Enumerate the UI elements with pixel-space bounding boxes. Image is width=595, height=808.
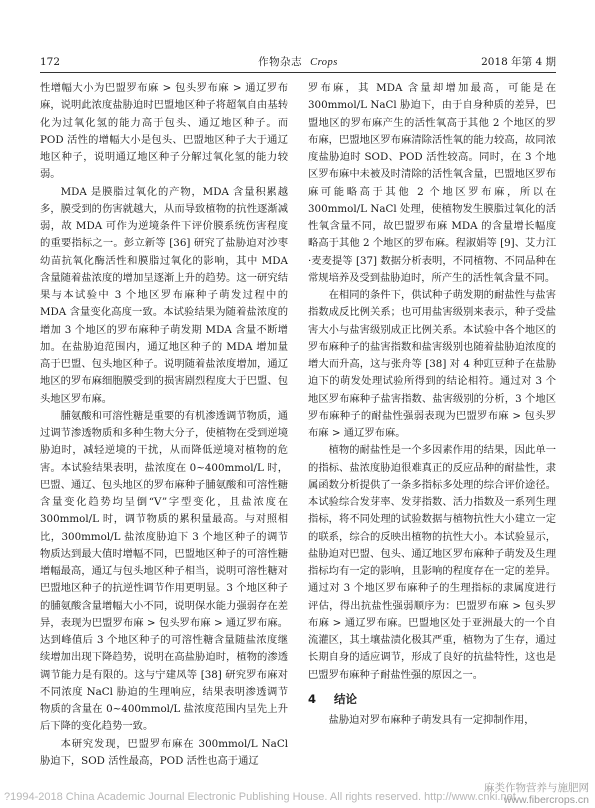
paragraph-continued: 罗布麻，其 MDA 含量却增加最高，可能是在 300mmol/L NaCl 胁迫下，由于自身种质的差异，巴盟地区的罗布麻产生的活性氧高于其他 2 个地区的罗布麻，巴盟地区罗布麻清除活性氧的能力较高，故同浓度盐胁迫时 SOD、POD 活性较高。同时，在 3 个地区罗布麻中未被及时清除的活性氧含量，巴盟地区罗布麻可能略高于其他 2 个地区罗布麻，所以在 300mmol/L NaCl 处理，使植物发生膜脂过氧化的活性氧含量不同，故巴盟罗布麻 MDA 的含量增长幅度略高于其他 2 个地区的罗布麻。程淑娟等 [9]、艾力江·麦麦提等 [37] 数据分析表明，不同植物、不同品种在常规培养及受到盐胁迫时，所产生的活性氧含量不同。 bbox=[308, 82, 556, 284]
header-rule bbox=[40, 72, 556, 73]
paragraph: 植物的耐盐性是一个多因素作用的结果，因此单一的指标、盐浓度胁迫很难真正的反应品种的耐盐性，隶属函数分析提供了一条多指标多处理的综合评价途径。本试验综合发芽率、发芽指数、活力指数及一系列生理指标，将不同处理的试验数据与植物抗性大小建立一定的联系，综合的反映出植物的抗性大小。本试验显示，盐胁迫对巴盟、包头、通辽地区罗布麻种子萌发及生理指标均有一定的影响，且影响的程度存在一定的差异。通过对 3 个地区罗布麻种子的生理指标的隶属度进行评估，得出抗盐性强弱顺序为：巴盟罗布麻 > 包头罗布麻 > 通辽罗布麻。巴盟地区处于亚洲最大的一个自流灌区，其土壤盐渍化极其严重，植物为了生存，通过长期自身的适应调节，形成了良好的抗盐特性，这也是巴盟罗布麻种子耐盐性强的原因之一。 bbox=[308, 444, 556, 681]
watermark-site-url: www.fibercrops.cn bbox=[503, 794, 589, 806]
journal-name-en: Crops bbox=[310, 57, 338, 68]
paragraph: MDA 是膜脂过氧化的产物，MDA 含量积累越多，膜受到的伤害就越大，从而导致植物的抗性逐渐减弱，故 MDA 可作为逆境条件下评价膜系统伤害程度的重要指标之一。彭立新等 [36] 研究了盐胁迫对沙枣幼苗抗氧化酶活性和膜脂过氧化的影响，其中 MDA 含量随着盐浓度的增加呈逐渐上升的趋势。这一研究结果与本试验中 3 个地区罗布麻种子萌发过程中的 MDA 含量变化高度一致。本试验结果为随着盐浓度的增加 3 个地区的罗布麻种子萌发期 MDA 含量不断增加。在盐胁迫范围内，通辽地区种子的 MDA 增加量高于巴盟、包头地区种子。说明随着盐浓度增加，通辽地区的罗布麻细胞膜受到的损害剧烈程度大于巴盟、包头地区罗布麻。 bbox=[40, 185, 288, 405]
left-column bbox=[40, 80, 288, 770]
journal-name-cn: 作物杂志 bbox=[258, 56, 303, 68]
paragraph: 在相同的条件下，供试种子萌发期的耐盐性与盐害指数成反比例关系；也可用盐害级别来表示，种子受盐害大小与盐害级别成正比例关系。本试验中各个地区的罗布麻种子的盐害指数和盐害级别也随着盐胁迫浓度的增大而升高，这与张舟等 [38] 对 4 种豇豆种子在盐胁迫下的萌发处理试验所得到的结论相符。通过对 3 个地区罗布麻种子盐害指数、盐害级别的分析，3 个地区罗布麻种子的耐盐性强弱表现为巴盟罗布麻 > 包头罗布麻 > 通辽罗布麻。 bbox=[308, 289, 556, 439]
issue-label: 2018 年第 4 期 bbox=[481, 56, 556, 68]
paragraph: 脯氨酸和可溶性糖是重要的有机渗透调节物质，通过调节渗透物质和多种生物大分子，使植物在受到逆境胁迫时，减轻逆境的干扰，从而降低逆境对植物的危害。本试验结果表明，盐浓度在 0~400mmol/L 时，巴盟、通辽、包头地区的罗布麻种子脯氨酸和可溶性糖含量变化趋势均呈倒“V”字型变化，且盐浓度在 300mmol/L 时，调节物质的累积量最高。与对照相比，300mmol/L 盐浓度胁迫下 3 个地区种子的调节物质达到最大值时增幅不同，巴盟地区种子的可溶性糖增幅最高，通辽与包头地区种子相当，说明可溶性糖对巴盟地区种子的抗逆性调节作用更明显。3 个地区种子的脯氨酸含量增幅大小不同，说明保水能力强弱存在差异，表现为巴盟罗布麻 > 包头罗布麻 > 通辽罗布麻。达到峰值后 3 个地区种子的可溶性糖含量随盐浓度继续增加出现下降趋势，说明在高盐胁迫时，植物的渗透调节能力是有限的。这与宁建凤等 [38] 研究罗布麻对不同浓度 NaCl 胁迫的生理响应，结果表明渗透调节物质的含量在 0~400mmol/L 盐浓度范围内呈先上升后下降的变化趋势一致。 bbox=[40, 409, 288, 733]
paragraph: 本研究发现，巴盟罗布麻在 300mmol/L NaCl 胁迫下，SOD 活性最高，POD 活性也高于通辽 bbox=[40, 737, 288, 767]
watermark-site-name: 麻类作物营养与施肥网 bbox=[484, 782, 589, 794]
copyright-notice: ?1994-2018 China Academic Journal Electronic Publishing House. All rights reserved. http://www.cnki.net bbox=[4, 791, 516, 803]
page-number: 172 bbox=[40, 56, 61, 68]
paragraph-continued: 性增幅大小为巴盟罗布麻 > 包头罗布麻 > 通辽罗布麻，说明此浓度盐胁迫时巴盟地区种子将超氧自由基转化为过氧化氢的能力高于包头、通辽地区种子。而 POD 活性的增幅大小是包头、巴盟地区种子大于通辽地区种子，说明通辽地区种子分解过氧化氢的能力较弱。 bbox=[40, 82, 288, 181]
page-footer bbox=[0, 782, 595, 806]
section-heading bbox=[308, 690, 556, 708]
page-header bbox=[40, 54, 556, 70]
journal-title bbox=[40, 54, 556, 71]
right-column bbox=[308, 80, 556, 729]
watermark bbox=[484, 782, 589, 806]
paragraph: 盐胁迫对罗布麻种子萌发具有一定抑制作用， bbox=[328, 713, 535, 726]
section-title: 结论 bbox=[334, 691, 357, 706]
section-number: 4 bbox=[308, 691, 317, 706]
